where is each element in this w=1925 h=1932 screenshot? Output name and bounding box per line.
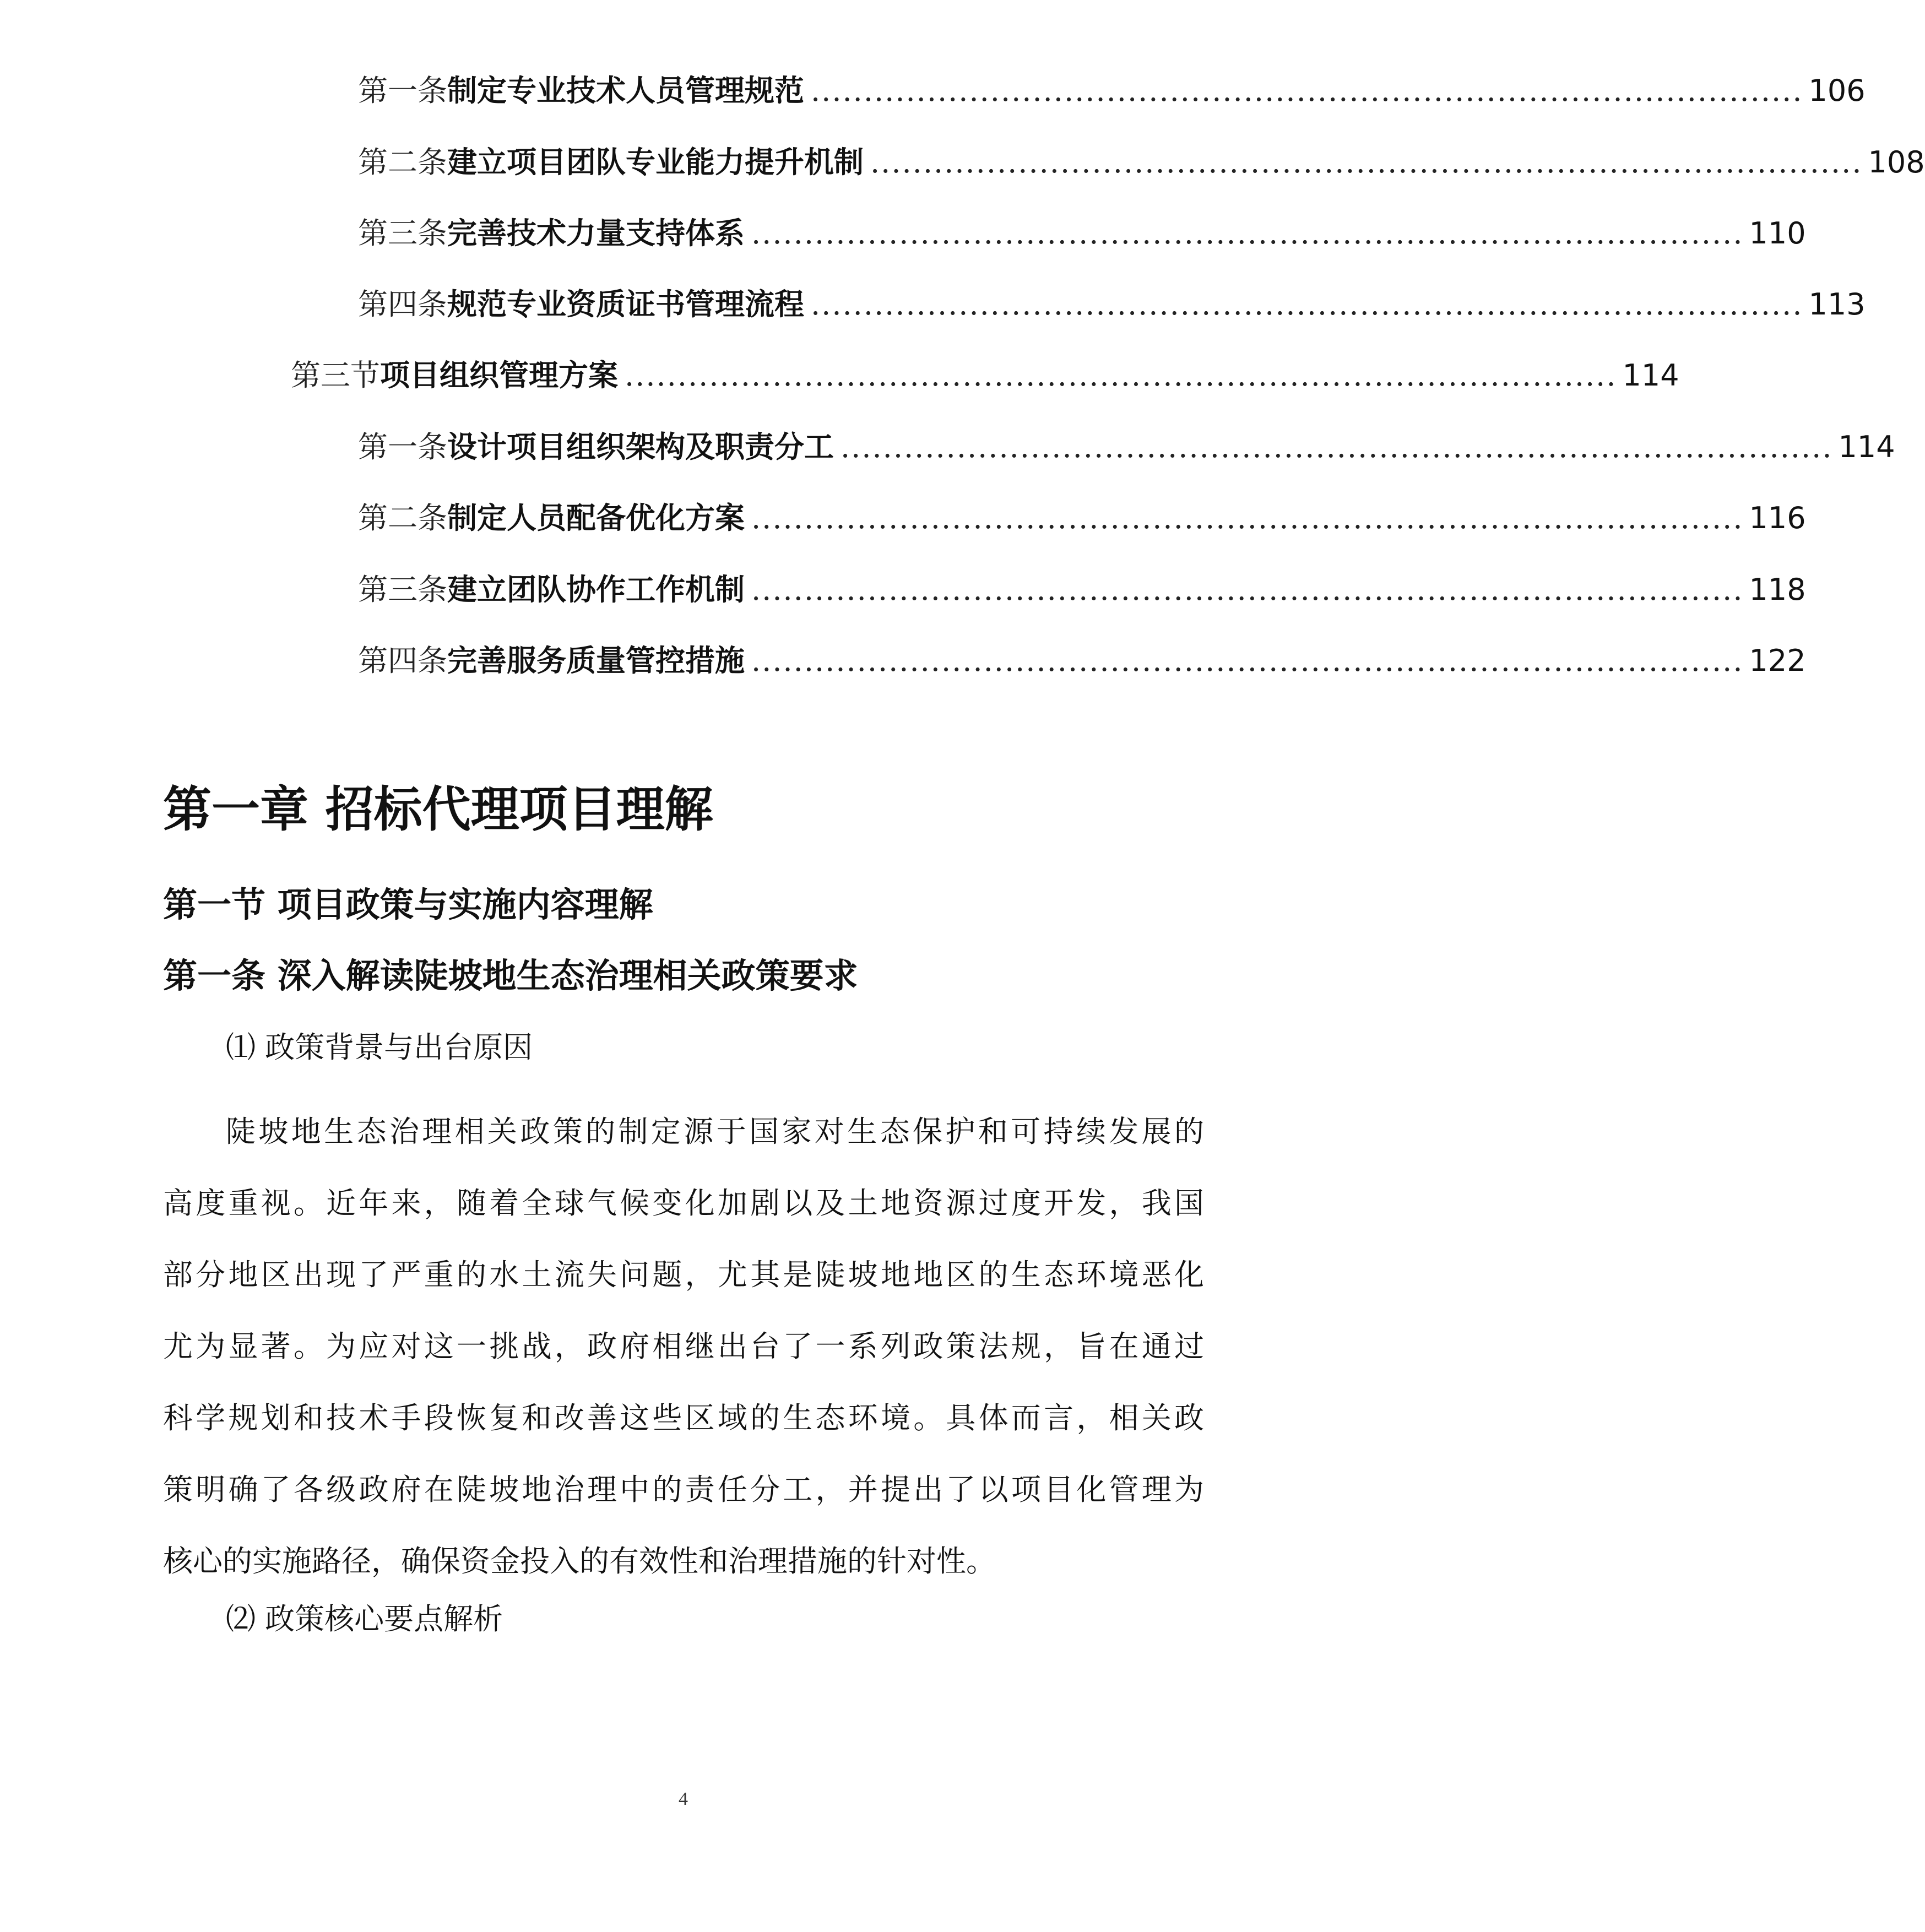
toc-entry[interactable] [358,140,1925,184]
toc-leader-dots: .............................................................................................. [870,145,1863,180]
chapter-title: 第一章 招标代理项目理解 [163,781,713,838]
toc-entry-title: 建立团队协作工作机制 [447,572,745,607]
toc-entry-title: 建立项目团队专业能力提升机制 [447,144,864,180]
toc-entry-page: 114 [1622,358,1679,393]
toc-entry-page: 106 [1808,73,1866,108]
toc-leader-dots: .............................................................................................. [811,73,1803,108]
toc-entry-label: 第三节 [291,358,380,393]
section-title: 第一节 项目政策与实施内容理解 [163,884,653,925]
toc-entry-page: 113 [1808,287,1866,322]
toc-entry-label: 第一条 [358,73,447,108]
paragraph-line: 科学规划和技术手段恢复和改善这些区域的生态环境。具体而言，相关政 [163,1401,1204,1435]
toc-leader-dots: .............................................................................................. [625,358,1617,393]
toc-leader-dots: .............................................................................................. [811,287,1803,322]
toc-entry[interactable] [291,353,1679,397]
article-title: 第一条 深入解读陡坡地生态治理相关政策要求 [163,956,858,996]
paragraph-line: 尤为显著。为应对这一挑战，政府相继出台了一系列政策法规，旨在通过 [163,1329,1204,1364]
paragraph-line: 核心的实施路径，确保资金投入的有效性和治理措施的针对性。 [163,1544,996,1578]
toc-entry-label: 第二条 [358,501,447,535]
toc-entry-label: 第四条 [358,643,447,678]
toc-leader-dots: .............................................................................................. [751,643,1744,678]
toc-entry-title: 完善技术力量支持体系 [447,215,745,251]
toc-entry-title: 完善服务质量管控措施 [447,643,745,678]
toc-entry-title: 规范专业资质证书管理流程 [447,286,804,322]
toc-entry-title: 制定专业技术人员管理规范 [447,73,804,108]
toc-entry[interactable] [358,68,1866,112]
subheading-policy-background: ⑴ 政策背景与出台原因 [226,1030,533,1065]
toc-leader-dots: .............................................................................................. [751,501,1744,535]
paragraph-line: 高度重视。近年来，随着全球气候变化加剧以及土地资源过度开发，我国 [163,1186,1204,1220]
toc-entry-label: 第三条 [358,572,447,607]
body-paragraph [163,1096,1204,1597]
toc-entry-label: 第二条 [358,145,447,180]
toc-leader-dots: .............................................................................................. [751,572,1744,607]
toc-entry[interactable] [358,496,1806,540]
toc-entry[interactable] [358,211,1806,255]
page-number: 4 [679,1789,688,1809]
toc-entry[interactable] [358,425,1895,469]
toc-entry-title: 项目组织管理方案 [380,357,618,393]
toc-entry-page: 114 [1838,430,1895,464]
paragraph-line: 部分地区出现了严重的水土流失问题，尤其是陡坡地地区的生态环境恶化 [163,1257,1204,1292]
toc-entry-title: 制定人员配备优化方案 [447,500,745,535]
paragraph-line: 策明确了各级政府在陡坡地治理中的责任分工，并提出了以项目化管理为 [163,1472,1204,1507]
toc-leader-dots: .............................................................................................. [841,430,1833,464]
toc-entry-title: 设计项目组织架构及职责分工 [447,429,834,464]
toc-entry-page: 108 [1868,145,1925,180]
toc-leader-dots: .............................................................................................. [751,216,1744,251]
paragraph-line: 陡坡地生态治理相关政策的制定源于国家对生态保护和可持续发展的 [226,1114,1204,1149]
toc-entry-page: 122 [1749,643,1806,678]
toc-entry-label: 第一条 [358,430,447,464]
toc-entry-label: 第四条 [358,287,447,322]
toc-entry-label: 第三条 [358,216,447,251]
toc-entry-page: 110 [1749,216,1806,251]
toc-entry-page: 118 [1749,572,1806,607]
toc-entry[interactable] [358,567,1806,611]
toc-entry[interactable] [358,282,1866,326]
toc-entry-page: 116 [1749,501,1806,535]
subheading-policy-key-points: ⑵ 政策核心要点解析 [226,1602,503,1636]
toc-entry[interactable] [358,638,1806,682]
